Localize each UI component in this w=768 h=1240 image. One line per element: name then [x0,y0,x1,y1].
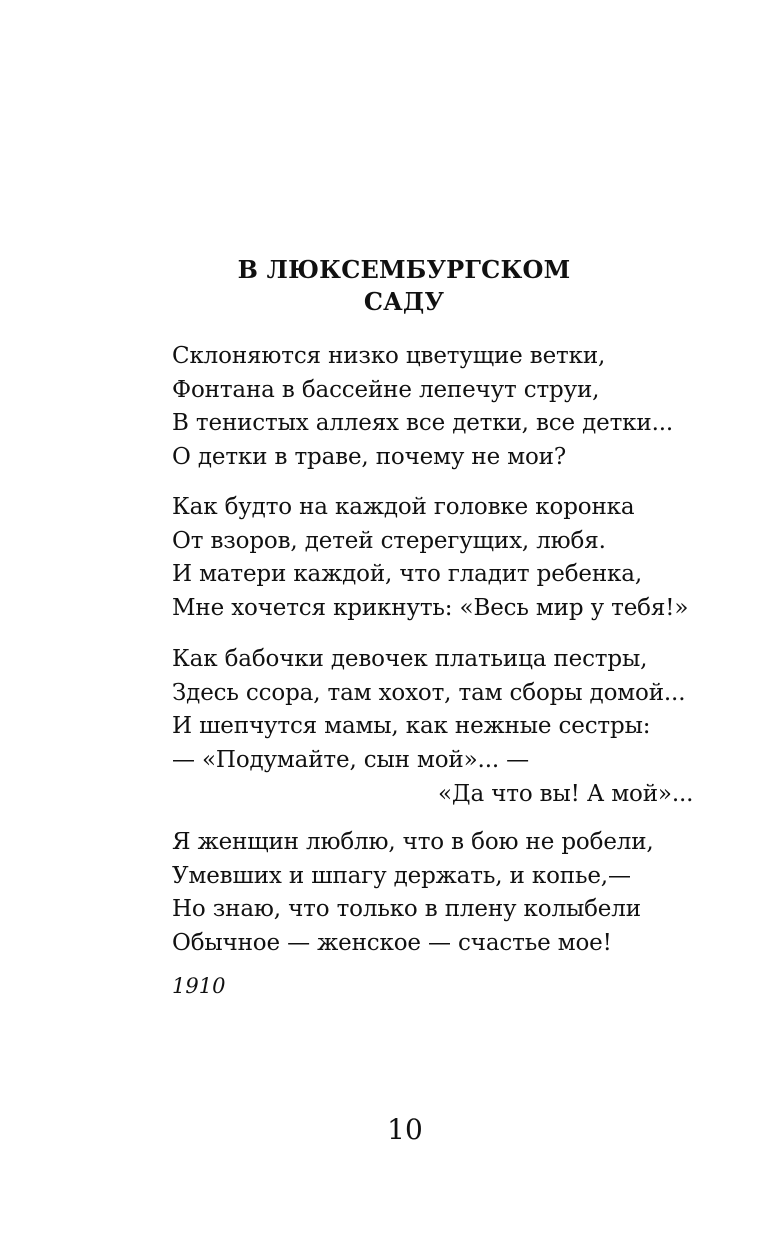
verse-line: Здесь ссора, там хохот, там сборы домой... [172,679,686,706]
verse-line: В тенистых аллеях все детки, все детки... [172,410,674,437]
verse-line: Как бабочки девочек платьица пестры, [172,646,648,672]
verse-line: Обычное — женское — счастье мое! [172,930,612,957]
stanza-1 [172,340,732,475]
stanza-4 [172,826,732,961]
poem-title-line-1: В ЛЮКСЕМБУРГСКОМ [237,255,571,284]
verse-line-indented: «Да что вы! А мой»... [438,780,694,807]
verse-line: Но знаю, что только в плену колыбели [172,896,641,923]
verse-line: Фонтана в бассейне лепечут струи, [172,376,600,403]
verse-line: Умевших и шпагу держать, и копье,— [172,862,631,889]
verse-line: И шепчутся мамы, как нежные сестры: [172,713,651,740]
verse-line: — «Подумайте, сын мой»... — [172,747,530,774]
verse-line: Мне хочется крикнуть: «Весь мир у тебя!» [172,595,689,622]
poem-date: 1910 [172,974,226,998]
verse-line: О детки в траве, почему не мои? [172,444,567,471]
stanza-2 [172,491,732,626]
verse-line: Как будто на каждой головке коронка [172,494,635,520]
poem-title-line-2: САДУ [363,287,445,316]
verse-line: От взоров, детей стерегущих, любя. [172,527,606,554]
stanza-3 [172,643,732,812]
verse-line: И матери каждой, что гладит ребенка, [172,561,642,588]
verse-line: Я женщин люблю, что в бою не робели, [172,829,654,855]
verse-line: Склоняются низко цветущие ветки, [172,343,606,369]
page-number: 10 [387,1113,423,1146]
